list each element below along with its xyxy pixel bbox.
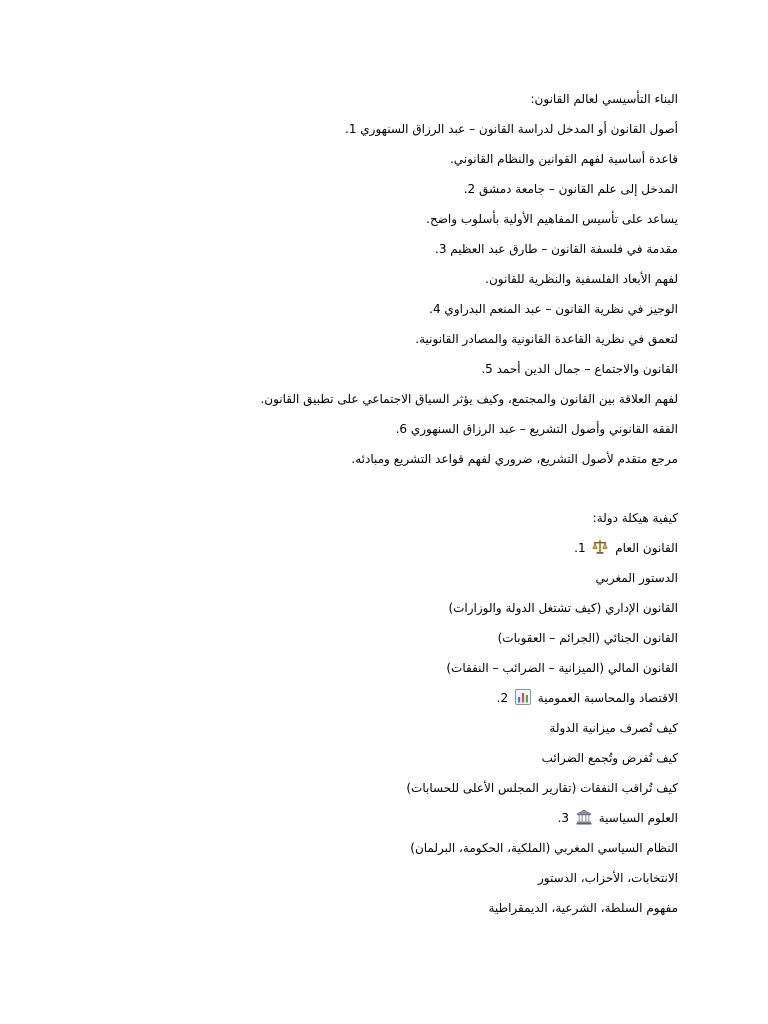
book-entry-number: 4. [429,302,441,316]
group-item: كيف تُفرض وتُجمع الضرائب [541,751,678,765]
group-item: النظام السياسي المغربي (الملكية، الحكومة، البرلمان) [410,841,678,855]
book-entry-number: 3. [434,242,447,256]
book-entry-number: 5. [481,362,493,376]
group-item: القانون الإداري (كيف تشتغل الدولة والوزارات) [448,601,678,615]
group-heading-number: 1. [574,541,586,555]
book-note-2: يساعد على تأسيس المفاهيم الأولية بأسلوب واضح. [426,212,678,226]
section-spacer [78,474,678,503]
group-item: القانون الجنائي (الجرائم – العقوبات) [497,631,678,645]
book-entry-5 [78,354,678,384]
book-entry-text: الوجيز في نظرية القانون – عبد المنعم البدراوي [444,302,678,316]
group-item: كيف تُصرف ميزانية الدولة [549,721,678,735]
group-heading-text: العلوم السياسية [598,811,678,825]
group-heading-number: 2. [496,691,509,705]
group-heading-text: القانون العام [615,541,678,555]
book-note-5: لفهم العلاقة بين القانون والمجتمع، وكيف يؤثر السياق الاجتماعي على تطبيق القانون. [260,392,678,406]
group-heading-number: 3. [557,811,570,825]
book-entry-text: القانون والاجتماع – جمال الدين أحمد [496,362,678,376]
book-entry-text: الفقه القانوني وأصول التشريع – عبد الرزاق السنهوري [410,422,678,436]
book-entry-number: 1. [344,122,357,136]
book-entry-text: مقدمة في فلسفة القانون – طارق عبد العظيم [450,242,678,256]
bar-chart-icon [515,689,531,705]
book-note-4: لتعمق في نظرية القاعدة القانونية والمصادر القانونية. [415,332,678,346]
book-note-3: لفهم الأبعاد الفلسفية والنظرية للقانون. [485,272,678,286]
book-entry-text: المدخل إلى علم القانون – جامعة دمشق [478,182,678,196]
classical-building-icon [576,809,592,825]
document-body [78,84,678,923]
group-heading-economics [78,683,678,713]
group-item: القانون المالي (الميزانية – الضرائب – النفقات) [446,661,678,675]
book-note-6: مرجع متقدم لأصول التشريع، ضروري لفهم قواعد التشريع ومبادئه. [351,452,678,466]
group-heading-public-law [78,533,678,563]
group-item: كيف تُراقب النفقات (تقارير المجلس الأعلى للحسابات) [406,781,678,795]
book-entry-number: 6. [395,422,408,436]
section-title-state-structure: كيفية هيكلة دولة: [592,511,678,525]
book-entry-4 [78,294,678,324]
group-item: مفهوم السلطة، الشرعية، الديمقراطية [488,901,678,915]
scales-icon [592,539,608,555]
group-heading-political-science [78,803,678,833]
book-entry-6 [78,414,678,444]
group-heading-text: الاقتصاد والمحاسبة العمومية [537,691,678,705]
book-note-1: قاعدة أساسية لفهم القوانين والنظام القانوني. [449,152,678,166]
book-entry-1 [78,114,678,144]
book-entry-text: أصول القانون أو المدخل لدراسة القانون – عبد الرزاق السنهوري [360,122,678,136]
section-title-legal-foundation: البناء التأسيسي لعالم القانون: [530,92,678,106]
book-entry-3 [78,234,678,264]
group-item: الدستور المغربي [595,571,678,585]
group-item: الانتخابات، الأحزاب، الدستور [537,871,678,885]
book-entry-number: 2. [463,182,476,196]
book-entry-2 [78,174,678,204]
